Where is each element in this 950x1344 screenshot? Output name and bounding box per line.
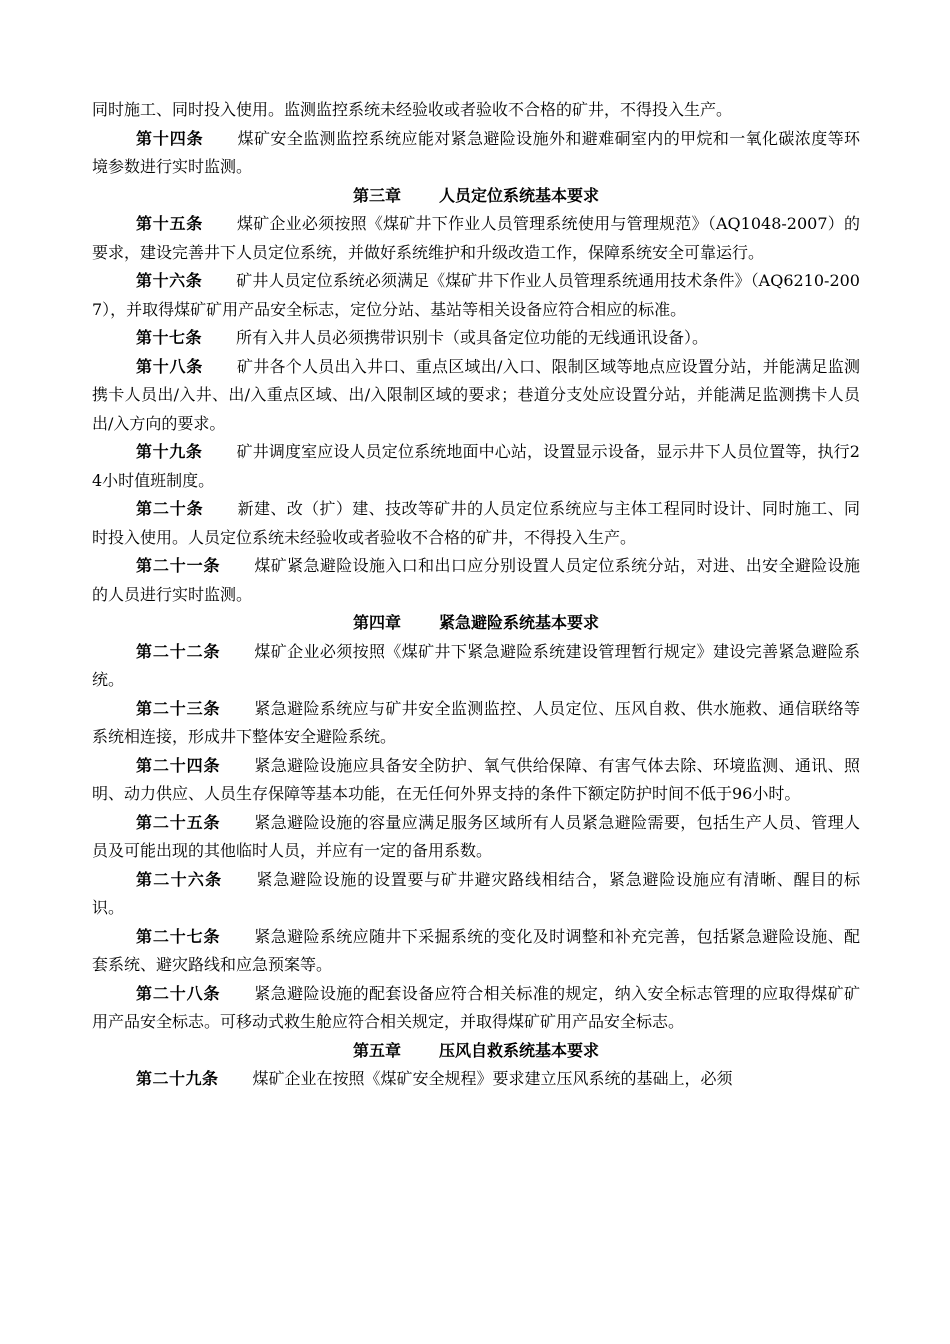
chapter-heading [92,182,860,211]
article-text: 煤矿企业必须按照《煤矿井下紧急避险系统建设管理暂行规定》建设完善紧急避险系统。 [92,641,860,689]
article-text: 所有入井人员必须携带识别卡（或具备定位功能的无线通讯设备）。 [236,328,709,347]
article-paragraph [92,866,860,923]
article-label: 第二十七条 [136,926,221,946]
article-text: 矿井人员定位系统必须满足《煤矿井下作业人员管理系统通用技术条件》（AQ6210-2007），并取得煤矿矿用产品安全标志，定位分站、基站等相关设备应符合相应的标准。 [92,271,860,319]
chapter-title: 人员定位系统基本要求 [439,185,600,205]
article-text: 矿井各个人员出入井口、重点区域出/入口、限制区域等地点应设置分站，并能满足监测携卡人员出/入井、出/入重点区域、出/入限制区域的要求；巷道分支处应设置分站，并能满足监测携卡人员出/入方向的要求。 [92,356,860,433]
article-label: 第二十五条 [136,812,221,832]
article-paragraph [92,809,860,866]
article-text: 煤矿企业必须按照《煤矿井下作业人员管理系统使用与管理规范》（AQ1048-2007）的要求，建设完善井下人员定位系统，并做好系统维护和升级改造工作，保障系统安全可靠运行。 [92,214,860,262]
document-body [92,96,860,1094]
article-label: 第十六条 [136,271,203,290]
chapter-heading [92,1037,860,1066]
article-label: 第十九条 [136,442,203,461]
article-text: 紧急避险设施的容量应满足服务区域所有人员紧急避险需要，包括生产人员、管理人员及可能出现的其他临时人员，并应有一定的备用系数。 [92,812,860,860]
article-text: 煤矿企业在按照《煤矿安全规程》要求建立压风系统的基础上，必须 [252,1069,733,1088]
article-paragraph [92,438,860,495]
article-label: 第二十一条 [136,556,221,575]
article-paragraph [92,353,860,439]
chapter-title: 紧急避险系统基本要求 [439,613,600,632]
article-paragraph [92,125,860,182]
continuation-paragraph: 同时施工、同时投入使用。监测监控系统未经验收或者验收不合格的矿井，不得投入生产。 [92,100,733,119]
article-label: 第二十三条 [136,698,221,718]
article-text: 紧急避险设施的配套设备应符合相关标准的规定，纳入安全标志管理的应取得煤矿矿用产品安全标志。可移动式救生舱应符合相关规定，并取得煤矿矿用产品安全标志。 [92,983,860,1031]
article-text: 紧急避险系统应随井下采掘系统的变化及时调整和补充完善，包括紧急避险设施、配套系统、避灾路线和应急预案等。 [92,926,860,974]
article-text: 紧急避险系统应与矿井安全监测监控、人员定位、压风自救、供水施救、通信联络等系统相连接，形成井下整体安全避险系统。 [92,698,860,746]
article-paragraph [92,923,860,980]
article-label: 第二十四条 [136,755,221,775]
article-paragraph [92,752,860,809]
article-paragraph [92,638,860,695]
article-paragraph [92,980,860,1037]
chapter-heading [92,609,860,638]
article-text: 紧急避险设施应具备安全防护、氧气供给保障、有害气体去除、环境监测、通讯、照明、动力供应、人员生存保障等基本功能，在无任何外界支持的条件下额定防护时间不低于96小时。 [92,755,860,803]
article-paragraph [92,495,860,552]
article-label: 第十四条 [136,128,204,148]
article-paragraph [92,552,860,609]
article-label: 第十五条 [136,214,203,233]
article-label: 第十八条 [136,356,204,376]
article-label: 第二十六条 [136,869,223,889]
article-text: 矿井调度室应设人员定位系统地面中心站，设置显示设备，显示井下人员位置等，执行24小时值班制度。 [92,442,860,490]
article-label: 第二十二条 [136,641,221,661]
chapter-number: 第三章 [352,185,401,205]
article-label: 第十七条 [136,328,203,347]
article-label: 第二十九条 [136,1069,219,1088]
article-paragraph [92,695,860,752]
article-paragraph [92,210,860,267]
article-paragraph [92,1065,860,1094]
article-paragraph [92,324,860,353]
article-label: 第二十条 [136,499,204,518]
article-text: 新建、改（扩）建、技改等矿井的人员定位系统应与主体工程同时设计、同时施工、同时投入使用。人员定位系统未经验收或者验收不合格的矿井，不得投入生产。 [92,499,860,547]
article-label: 第二十八条 [136,983,221,1003]
chapter-title: 压风自救系统基本要求 [439,1040,600,1060]
article-paragraph [92,267,860,324]
article-text: 紧急避险设施的设置要与矿井避灾路线相结合，紧急避险设施应有清晰、醒目的标识。 [92,869,860,917]
chapter-number: 第四章 [352,613,401,632]
article-text: 煤矿安全监测监控系统应能对紧急避险设施外和避难硐室内的甲烷和一氧化碳浓度等环境参数进行实时监测。 [92,128,860,176]
article-text: 煤矿紧急避险设施入口和出口应分别设置人员定位系统分站，对进、出安全避险设施的人员进行实时监测。 [92,556,860,604]
chapter-number: 第五章 [352,1040,401,1060]
